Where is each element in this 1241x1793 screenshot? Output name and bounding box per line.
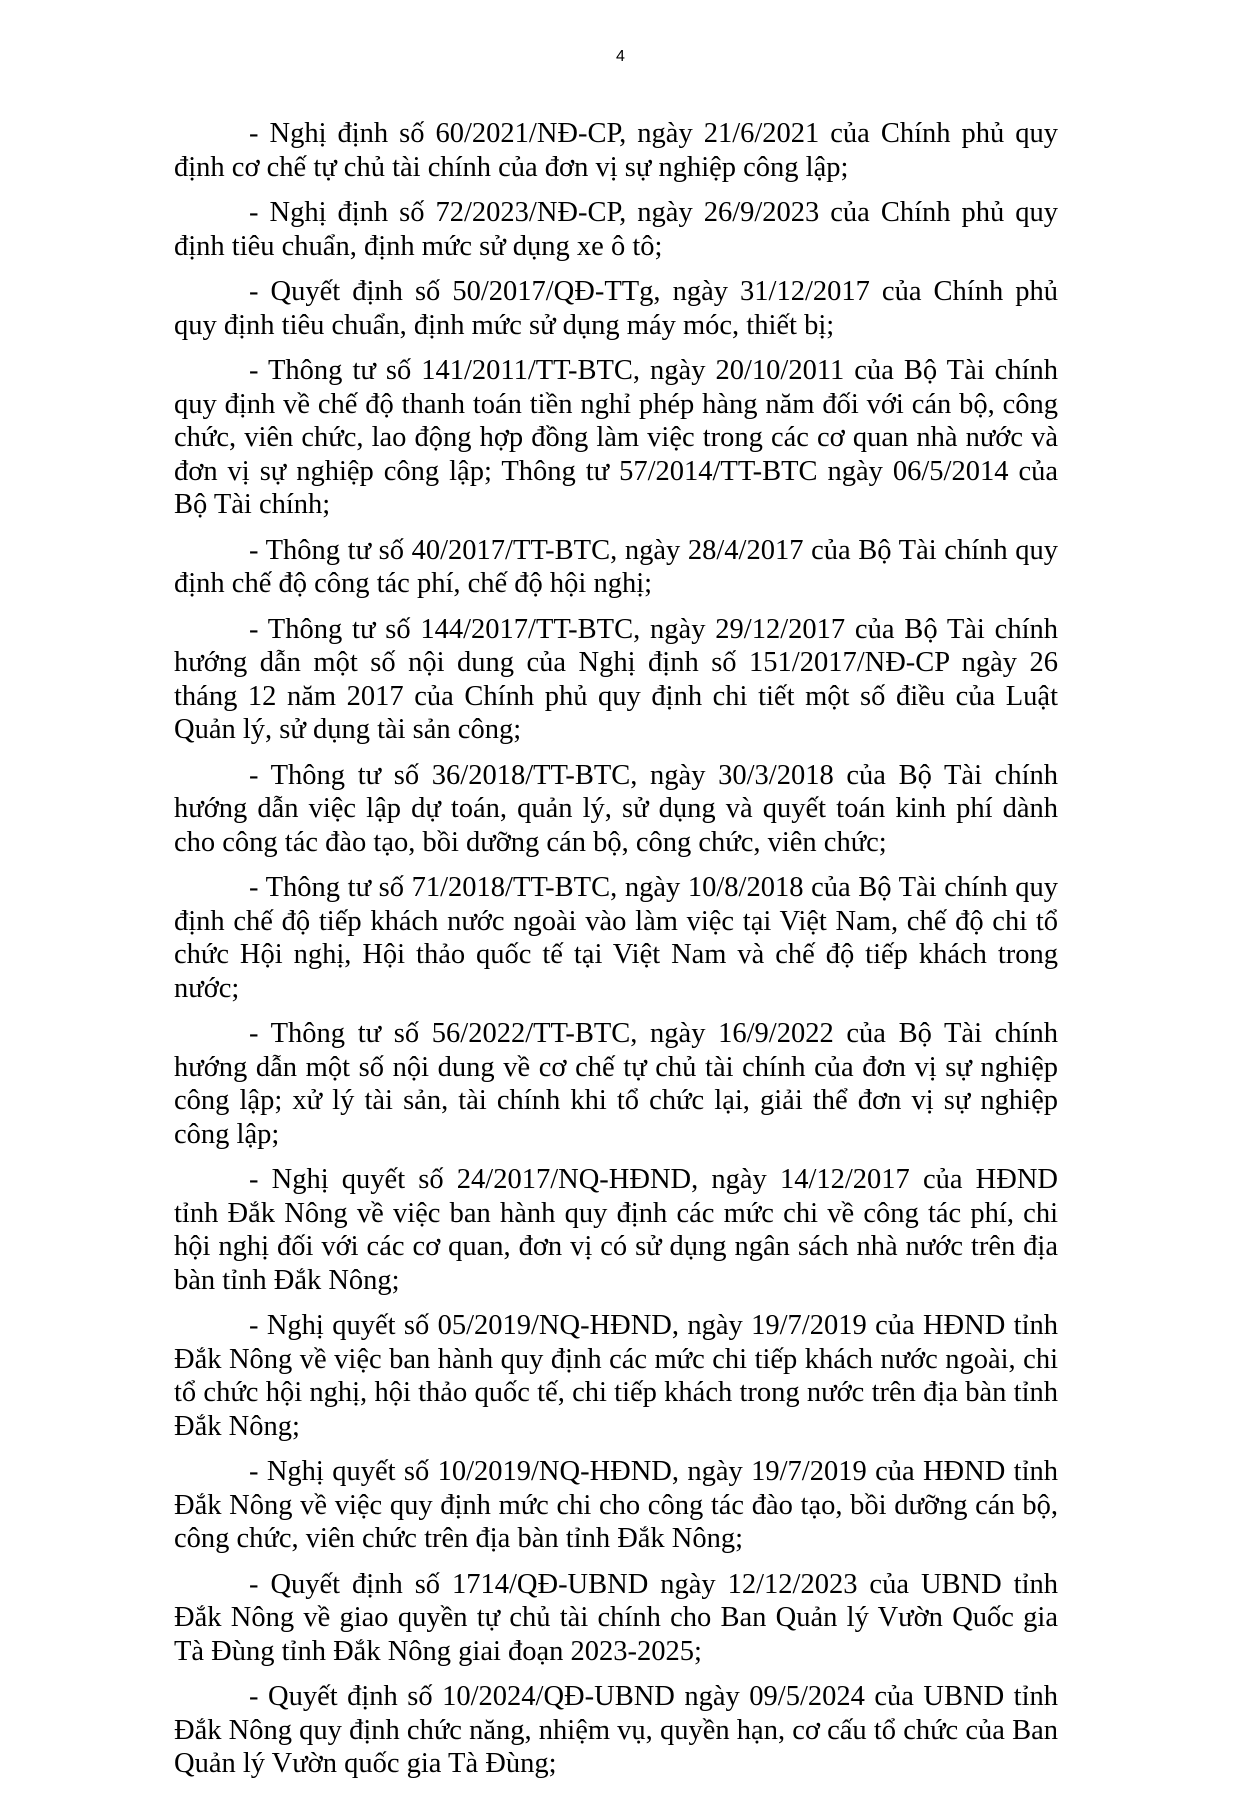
legal-basis-item: - Nghị định số 72/2023/NĐ-CP, ngày 26/9/2023 của Chính phủ quy định tiêu chuẩn, định mức sử dụng xe ô tô;: [174, 197, 1058, 262]
legal-basis-item: - Nghị quyết số 24/2017/NQ-HĐND, ngày 14/12/2017 của HĐND tỉnh Đắk Nông về việc ban hành quy định các mức chi về công tác phí, chi hội nghị đối với các cơ quan, đơn vị có sử dụng ngân sách nhà nước trên địa bàn tỉnh Đắk Nông;: [174, 1164, 1058, 1296]
legal-basis-item: - Nghị quyết số 10/2019/NQ-HĐND, ngày 19/7/2019 của HĐND tỉnh Đắk Nông về việc quy định mức chi cho công tác đào tạo, bồi dưỡng cán bộ, công chức, viên chức trên địa bàn tỉnh Đắk Nông;: [174, 1456, 1058, 1554]
legal-basis-item: - Thông tư số 71/2018/TT-BTC, ngày 10/8/2018 của Bộ Tài chính quy định chế độ tiếp khách nước ngoài vào làm việc tại Việt Nam, chế độ chi tổ chức Hội nghị, Hội thảo quốc tế tại Việt Nam và chế độ tiếp khách trong nước;: [174, 872, 1058, 1004]
legal-basis-item: - Quyết định số 1714/QĐ-UBND ngày 12/12/2023 của UBND tỉnh Đắk Nông về giao quyền tự chủ tài chính cho Ban Quản lý Vườn Quốc gia Tà Đùng tỉnh Đắk Nông giai đoạn 2023-2025;: [174, 1568, 1058, 1667]
legal-basis-item: - Thông tư số 36/2018/TT-BTC, ngày 30/3/2018 của Bộ Tài chính hướng dẫn việc lập dự toán, quản lý, sử dụng và quyết toán kinh phí dành cho công tác đào tạo, bồi dưỡng cán bộ, công chức, viên chức;: [174, 759, 1058, 858]
page-number: 4: [616, 48, 625, 65]
legal-basis-item: - Nghị quyết số 05/2019/NQ-HĐND, ngày 19/7/2019 của HĐND tỉnh Đắk Nông về việc ban hành quy định các mức chi tiếp khách nước ngoài, chi tổ chức hội nghị, hội thảo quốc tế, chi tiếp khách trong nước trên địa bàn tỉnh Đắk Nông;: [174, 1310, 1058, 1442]
legal-basis-item: - Quyết định số 50/2017/QĐ-TTg, ngày 31/12/2017 của Chính phủ quy định tiêu chuẩn, định mức sử dụng máy móc, thiết bị;: [174, 276, 1058, 341]
legal-basis-item: - Quyết định số 10/2024/QĐ-UBND ngày 09/5/2024 của UBND tỉnh Đắk Nông quy định chức năng, nhiệm vụ, quyền hạn, cơ cấu tổ chức của Ban Quản lý Vườn quốc gia Tà Đùng;: [174, 1681, 1058, 1779]
legal-basis-item: - Thông tư số 40/2017/TT-BTC, ngày 28/4/2017 của Bộ Tài chính quy định chế độ công tác phí, chế độ hội nghị;: [174, 534, 1058, 599]
legal-basis-item: - Nghị định số 60/2021/NĐ-CP, ngày 21/6/2021 của Chính phủ quy định cơ chế tự chủ tài chính của đơn vị sự nghiệp công lập;: [174, 118, 1058, 183]
legal-basis-item: - Thông tư số 56/2022/TT-BTC, ngày 16/9/2022 của Bộ Tài chính hướng dẫn một số nội dung về cơ chế tự chủ tài chính của đơn vị sự nghiệp công lập; xử lý tài sản, tài chính khi tổ chức lại, giải thể đơn vị sự nghiệp công lập;: [174, 1018, 1058, 1150]
legal-basis-item: - Thông tư số 141/2011/TT-BTC, ngày 20/10/2011 của Bộ Tài chính quy định về chế độ thanh toán tiền nghỉ phép hàng năm đối với cán bộ, công chức, viên chức, lao động hợp đồng làm việc trong các cơ quan nhà nước và đơn vị sự nghiệp công lập; Thông tư 57/2014/TT-BTC ngày 06/5/2014 của Bộ Tài chính;: [174, 355, 1058, 520]
legal-basis-item: - Thông tư số 144/2017/TT-BTC, ngày 29/12/2017 của Bộ Tài chính hướng dẫn một số nội dung của Nghị định số 151/2017/NĐ-CP ngày 26 tháng 12 năm 2017 của Chính phủ quy định chi tiết một số điều của Luật Quản lý, sử dụng tài sản công;: [174, 613, 1058, 745]
document-body: [174, 117, 1058, 1793]
